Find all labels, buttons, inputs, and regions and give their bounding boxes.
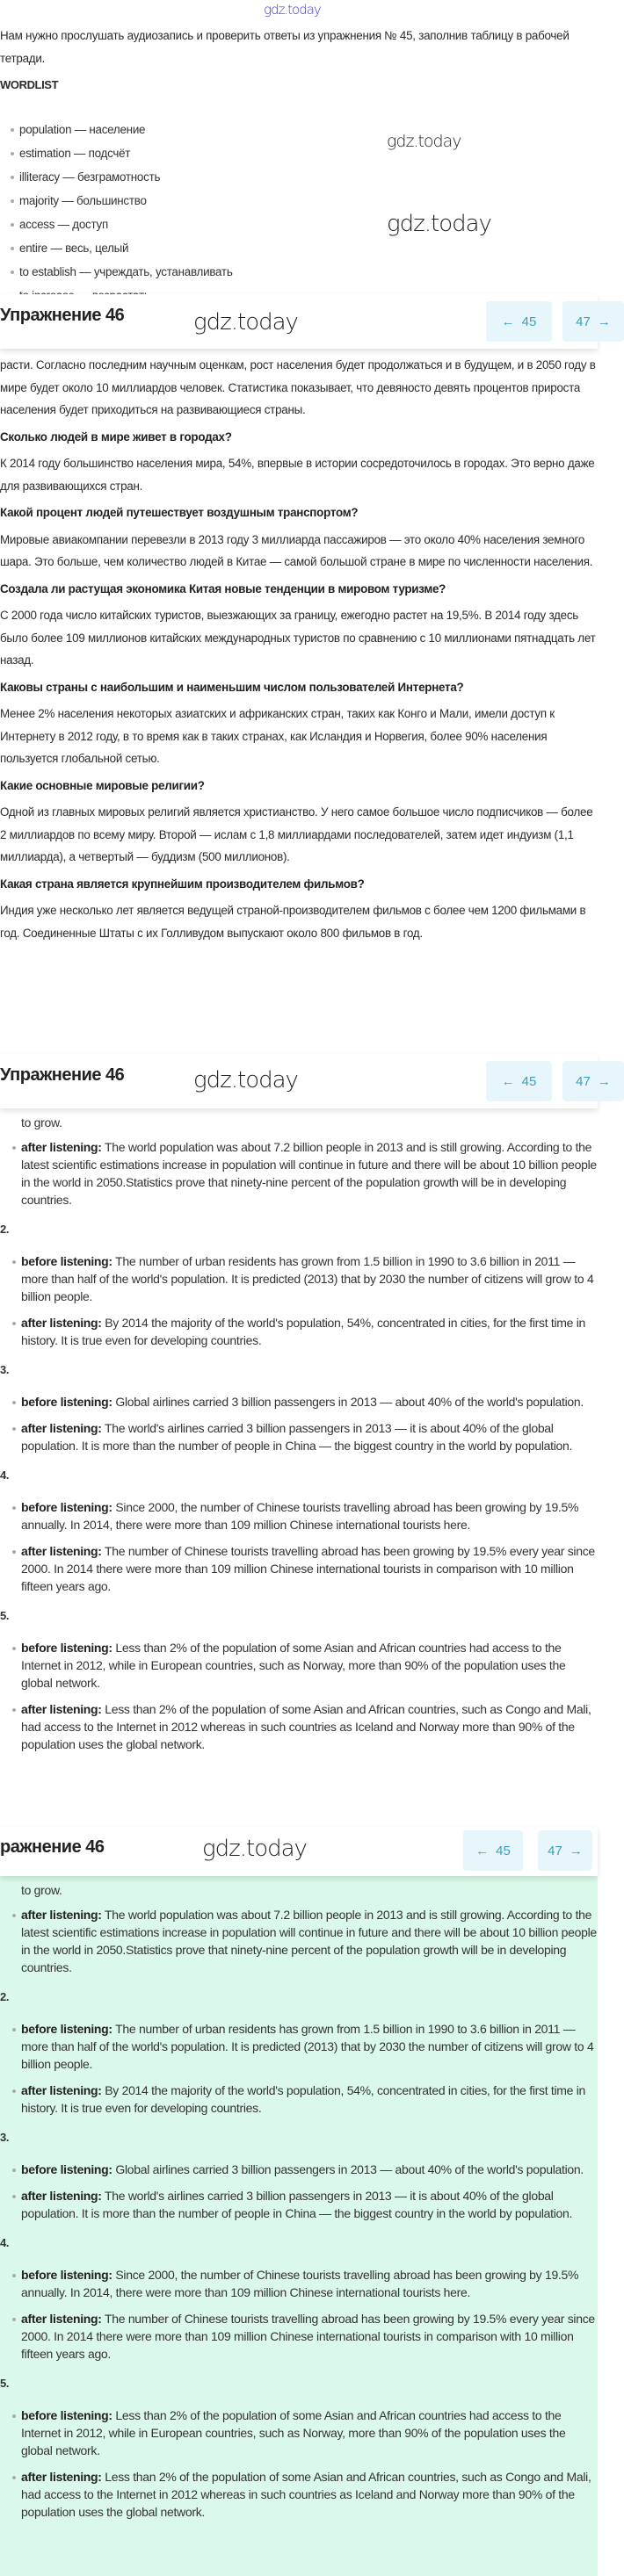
arrow-right-icon: → [597, 314, 611, 329]
wordlist-item [11, 189, 598, 213]
bullet-icon [12, 1708, 16, 1712]
answer-list [0, 1639, 598, 1753]
english-answers-section [0, 1054, 611, 1827]
bullet-icon [12, 2476, 16, 2479]
page-title: Упражнение 46 [0, 306, 125, 325]
bullet-icon [12, 1146, 16, 1150]
wordlist-item [11, 165, 598, 189]
answer-item [21, 1542, 598, 1595]
answer-text: The number of Chinese tourists travelling abroad has been growing by 19.5% every year since 2000. In 2014 there were more than 109 million Chinese international tourists in comparison with 10 million fifteen years ago. [21, 1544, 595, 1593]
bullet-icon [12, 2318, 16, 2321]
watermark-logo: gdz.today [193, 1067, 298, 1093]
exercise-header [0, 294, 611, 349]
answer-list [0, 1252, 598, 1349]
question-heading: Какие основные мировые религии? [0, 778, 205, 792]
answer-paragraph: К 2014 году большинство населения мира, 54%, впервые в истории сосредоточилось в городах. Это верно даже для развивающихся стран. [0, 457, 595, 493]
bullet-icon [12, 2089, 16, 2093]
bullet-icon [12, 1506, 16, 1510]
answer-item [21, 1498, 598, 1533]
watermark-logo: gdz.today [387, 132, 461, 151]
item-number: 2. [0, 1223, 10, 1236]
answer-item [21, 2406, 598, 2459]
answer-text: The world population was about 7.2 billion people in 2013 and is still growing. According to the latest scientific estimations increase in population will continue in future and there will be about 10 billion people in the world in 2050.Statistics prove that ninety-nine percent of the population growth will be in developing countries. [21, 1908, 597, 1974]
answer-text: Since 2000, the number of Chinese tourists travelling abroad has been growing by 19.5% annually. In 2014, there were more than 109 million Chinese international tourists here. [21, 1500, 579, 1532]
intro-section [0, 0, 598, 294]
answer-label: before listening: [21, 2268, 112, 2282]
cut-line: to grow. [21, 1883, 62, 1897]
english-answers-highlighted-section [0, 1827, 598, 2576]
prev-exercise-button[interactable] [463, 1830, 523, 1871]
wordlist [0, 118, 598, 307]
answer-list [0, 2020, 598, 2117]
item-number: 4. [0, 1468, 10, 1482]
next-exercise-button[interactable] [562, 301, 624, 342]
answer-text: The world's airlines carried 3 billion passengers in 2013 — it is about 40% of the global population. It is more than the number of people in China — the biggest country in the world by population. [21, 1421, 573, 1453]
russian-paragraph: расти. Согласно последним научным оценкам, рост населения будет продолжаться и в будущем, и в 2050 году в мире будет около 10 миллиардов человек. Статистика показывает, что девяносто девять процентов прироста населения будет приходиться на развивающиеся страны. [0, 358, 596, 416]
answer-label: after listening: [21, 1316, 102, 1330]
answer-label: before listening: [21, 1395, 112, 1409]
answer-label: after listening: [21, 1140, 102, 1154]
wordlist-item [11, 236, 598, 260]
wordlist-item [11, 260, 598, 284]
answer-list [0, 2266, 598, 2363]
bullet-icon [12, 2414, 16, 2418]
answer-label: before listening: [21, 1500, 112, 1514]
answer-text: Less than 2% of the population of some Asian and African countries, such as Congo and Mali, had access to the Internet in 2012 whereas in such countries as Iceland and Norway more than 90% of the population uses the global network. [21, 2470, 591, 2519]
answer-text: By 2014 the majority of the world's population, 54%, concentrated in cities, for the first time in history. It is true even for developing countries. [21, 2083, 586, 2115]
answer-label: after listening: [21, 1421, 102, 1435]
answer-item [21, 1700, 598, 1753]
wordlist-item-text: illiteracy — безграмотность [19, 170, 161, 184]
question-heading: Сколько людей в мире живет в городах? [0, 429, 232, 444]
bullet-icon [11, 247, 14, 250]
wordlist-item [11, 141, 598, 165]
answer-paragraph: Одной из главных мировых религий является христианство. У него самое большое число подписчиков — более 2 миллиардов по всему миру. Второй — ислам с 1,8 миллиардами последователей, затем идет индуизм (1,1 миллиарда), а четвертый — буддизм (500 миллионов). [0, 805, 593, 863]
question-heading: Какая страна является крупнейшим производителем фильмов? [0, 877, 365, 891]
next-exercise-label: 47 [576, 1073, 591, 1089]
watermark-logo: gdz.today [387, 211, 491, 237]
answer-item [21, 1419, 598, 1454]
answer-item [21, 2266, 598, 2301]
wordlist-item-text: to establish — учреждать, устанавливать [19, 264, 233, 278]
bullet-icon [12, 1260, 16, 1264]
arrow-left-icon: ← [501, 1073, 515, 1089]
item-number: 5. [0, 2377, 10, 2390]
answer-item [21, 2082, 598, 2117]
answer-list [0, 2406, 598, 2521]
wordlist-title: WORDLIST [0, 78, 59, 91]
answer-text: Global airlines carried 3 billion passengers in 2013 — about 40% of the world's population. [115, 1395, 584, 1409]
answer-text: By 2014 the majority of the world's population, 54%, concentrated in cities, for the first time in history. It is true even for developing countries. [21, 1316, 586, 1347]
answer-paragraph: С 2000 года число китайских туристов, выезжающих за границу, ежегодно растет на 19,5%. В 2014 году здесь было более 109 миллионов китайских международных туристов по сравнению с 10 миллионами пятнадцать лет назад. [0, 609, 596, 667]
bullet-icon [12, 2195, 16, 2198]
answer-item [21, 1252, 598, 1305]
question-heading: Каковы страны с наибольшим и наименьшим числом пользователей Интернета? [0, 680, 464, 694]
answer-text: Less than 2% of the population of some Asian and African countries, such as Congo and Mali, had access to the Internet in 2012 whereas in such countries as Iceland and Norway more than 90% of the population uses the global network. [21, 1702, 591, 1751]
answer-text: The number of urban residents has grown from 1.5 billion in 1990 to 3.6 billion in 2011 — more than half of the world's population. It is predicted (2013) that by 2030 the number of citizens will grow to 4 billion people. [21, 2022, 594, 2071]
answer-text: The world population was about 7.2 billion people in 2013 and is still growing. According to the latest scientific estimations increase in population will continue in future and there will be about 10 billion people in the world in 2050.Statistics prove that ninety-nine percent of the population growth will be in developing countries. [21, 1140, 597, 1207]
next-exercise-button[interactable] [562, 1061, 624, 1101]
answer-label: before listening: [21, 2408, 112, 2422]
exercise-header [0, 1054, 611, 1108]
item-number: 3. [0, 2131, 10, 2144]
page-title: ражнение 46 [0, 1837, 105, 1857]
english-answers [0, 1881, 598, 2529]
bullet-icon [12, 1647, 16, 1650]
answer-item [21, 2161, 598, 2178]
answer-text: The number of urban residents has grown from 1.5 billion in 1990 to 3.6 billion in 2011 — more than half of the world's population. It is predicted (2013) that by 2030 the number of citizens will grow to 4 billion people. [21, 1254, 594, 1303]
prev-exercise-label: 45 [521, 1073, 537, 1089]
bullet-icon [12, 2168, 16, 2172]
answer-label: after listening: [21, 2083, 102, 2097]
arrow-right-icon: → [597, 1073, 611, 1089]
intro-text: Нам нужно прослушать аудиозапись и проверить ответы из упражнения № 45, заполнив таблицу в рабочей тетради. [0, 29, 570, 65]
bullet-icon [11, 176, 14, 179]
english-answers [0, 1114, 598, 1762]
wordlist-item [11, 213, 598, 236]
bullet-icon [12, 2274, 16, 2277]
item-number: 3. [0, 1363, 10, 1376]
bullet-icon [11, 128, 14, 132]
next-exercise-button[interactable] [538, 1830, 592, 1871]
arrow-right-icon: → [569, 1843, 583, 1858]
answer-label: after listening: [21, 1908, 102, 1922]
answer-paragraph: Менее 2% населения некоторых азиатских и африканских стран, таких как Конго и Мали, имели доступ к Интернету в 2012 году, в то время как в таких странах, как Исландия и Норвегия, более 90% населения пользуется глобальной сетью. [0, 707, 555, 765]
answer-item [21, 2468, 598, 2521]
answer-list [0, 2161, 598, 2222]
bullet-icon [12, 1401, 16, 1404]
cut-line: to grow. [21, 1115, 62, 1129]
bullet-icon [12, 1322, 16, 1325]
wordlist-item-text: entire — весь, целый [19, 241, 129, 255]
arrow-left-icon: ← [501, 314, 515, 329]
answer-paragraph: Мировые авиакомпании перевезли в 2013 году 3 миллиарда пассажиров — это около 40% населения земного шара. Это больше, чем количество людей в Китае — самой большой стране в мире по численности населения. [0, 532, 593, 568]
answer-item [21, 2020, 598, 2073]
answer-text: Less than 2% of the population of some Asian and African countries had access to the Internet in 2012, while in European countries, such as Norway, more than 90% of the population uses the global network. [21, 1641, 566, 1690]
prev-exercise-label: 45 [521, 314, 537, 329]
bullet-icon [12, 2028, 16, 2031]
answer-label: after listening: [21, 2189, 102, 2203]
bullet-icon [11, 152, 14, 155]
item-number: 5. [0, 1609, 10, 1622]
answer-item [21, 1639, 598, 1692]
intro-block [0, 25, 598, 307]
watermark-logo: gdz.today [202, 1836, 307, 1862]
wordlist-item-text: access — доступ [19, 217, 108, 231]
item-number: 2. [0, 1990, 10, 2003]
answer-label: after listening: [21, 2470, 102, 2484]
bullet-icon [12, 1550, 16, 1554]
answer-item [21, 1138, 598, 1209]
arrow-left-icon: ← [475, 1843, 490, 1858]
prev-exercise-button[interactable] [486, 1061, 552, 1101]
question-heading: Создала ли растущая экономика Китая новые тенденции в мировом туризме? [0, 581, 446, 595]
answer-label: before listening: [21, 2022, 112, 2036]
wordlist-item-text: estimation — подсчёт [19, 146, 131, 160]
answer-list [0, 1906, 598, 1976]
wordlist-item-text: population — население [19, 122, 146, 136]
prev-exercise-label: 45 [496, 1843, 511, 1858]
answer-label: before listening: [21, 2162, 112, 2176]
answer-label: after listening: [21, 2312, 102, 2326]
answer-list [0, 1393, 598, 1454]
question-heading: Какой процент людей путешествует воздушным транспортом? [0, 506, 359, 519]
bullet-icon [11, 199, 14, 203]
watermark-logo: gdz.today [264, 2, 321, 18]
answer-text: Less than 2% of the population of some Asian and African countries had access to the Internet in 2012, while in European countries, such as Norway, more than 90% of the population uses the global network. [21, 2408, 566, 2457]
wordlist-item-text: majority — большинство [19, 193, 147, 207]
prev-exercise-button[interactable] [486, 301, 552, 342]
next-exercise-label: 47 [576, 314, 591, 329]
answer-text: The number of Chinese tourists travelling abroad has been growing by 19.5% every year since 2000. In 2014 there were more than 109 million Chinese international tourists in comparison with 10 million fifteen years ago. [21, 2312, 595, 2361]
watermark-logo: gdz.today [193, 309, 298, 336]
bullet-icon [11, 223, 14, 227]
russian-answers [0, 354, 598, 949]
bullet-icon [12, 1427, 16, 1431]
wordlist-item [11, 118, 598, 141]
answer-list [0, 1138, 598, 1209]
answer-label: after listening: [21, 1702, 102, 1716]
russian-answers-section [0, 294, 611, 1054]
answer-label: after listening: [21, 1544, 102, 1558]
item-number: 4. [0, 2236, 10, 2249]
answer-item [21, 1393, 598, 1411]
answer-text: Since 2000, the number of Chinese tourists travelling abroad has been growing by 19.5% annually. In 2014, there were more than 109 million Chinese international tourists here. [21, 2268, 579, 2299]
page-title: Упражнение 46 [0, 1065, 125, 1085]
answer-paragraph: Индия уже несколько лет является ведущей страной-производителем фильмов с более чем 1200 фильмами в год. Соединенные Штаты с их Голливудом выпускают около 800 фильмов в год. [0, 904, 586, 940]
answer-text: The world's airlines carried 3 billion passengers in 2013 — it is about 40% of the global population. It is more than the number of people in China — the biggest country in the world by population. [21, 2189, 573, 2220]
answer-item [21, 2187, 598, 2222]
bullet-icon [12, 1914, 16, 1917]
bullet-icon [11, 271, 14, 274]
answer-item [21, 2310, 598, 2363]
answer-item [21, 1906, 598, 1976]
answer-text: Global airlines carried 3 billion passengers in 2013 — about 40% of the world's population. [115, 2162, 584, 2176]
answer-item [21, 1314, 598, 1349]
next-exercise-label: 47 [548, 1843, 562, 1858]
answer-label: before listening: [21, 1641, 112, 1655]
answer-list [0, 1498, 598, 1595]
answer-label: before listening: [21, 1254, 112, 1268]
